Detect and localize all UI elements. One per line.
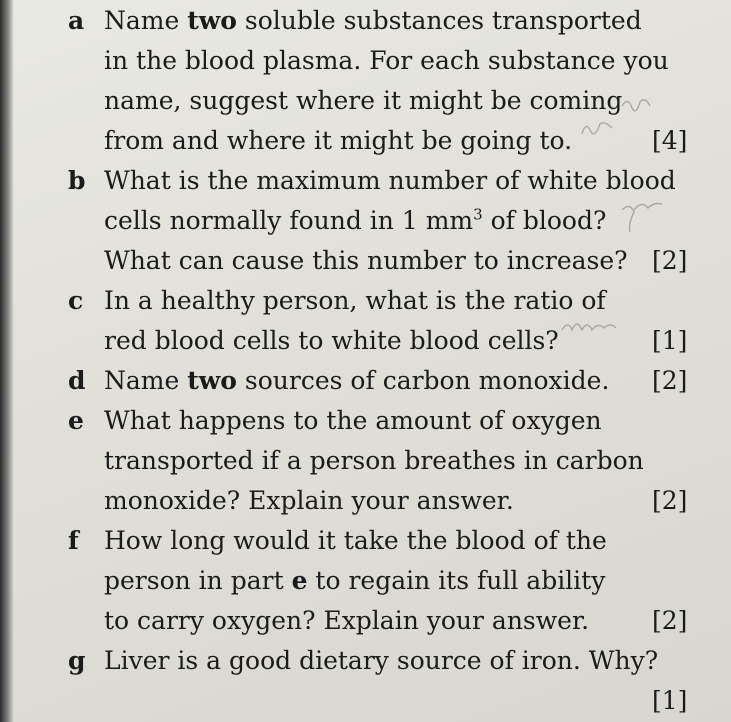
question-f-marks: [2] — [652, 606, 688, 635]
question-letter: g — [68, 646, 86, 675]
question-a-line-1: Name two soluble substances transported — [104, 6, 642, 35]
pencil-scribble — [618, 196, 668, 236]
question-c-line-2: red blood cells to white blood cells? — [104, 326, 559, 355]
question-b-line-3: What can cause this number to increase? — [104, 246, 628, 275]
pencil-scribble — [560, 312, 620, 338]
pencil-scribble — [620, 92, 660, 116]
question-f-line-3: to carry oxygen? Explain your answer. — [104, 606, 590, 635]
question-c-line-1: In a healthy person, what is the ratio of — [104, 286, 606, 315]
question-letter: b — [68, 166, 86, 195]
question-a-line-3: name, suggest where it might be coming — [104, 86, 623, 115]
question-letter: f — [68, 526, 79, 555]
question-letter: c — [68, 286, 84, 315]
question-e-marks: [2] — [652, 486, 688, 515]
question-e-line-2: transported if a person breathes in carbon — [104, 446, 644, 475]
question-b-marks: [2] — [652, 246, 688, 275]
page-edge-shadow — [0, 0, 14, 722]
question-e-line-3: monoxide? Explain your answer. — [104, 486, 514, 515]
question-f-line-1: How long would it take the blood of the — [104, 526, 607, 555]
pencil-scribble — [580, 118, 616, 140]
question-letter: a — [68, 6, 85, 35]
question-a-line-2: in the blood plasma. For each substance you — [104, 46, 669, 75]
question-d-marks: [2] — [652, 366, 688, 395]
question-b-line-2: cells normally found in 1 $mm^3$ of blood? — [104, 205, 607, 235]
question-a-line-4: from and where it might be going to. — [104, 126, 573, 155]
question-d-line-1: Name two sources of carbon monoxide. — [104, 366, 610, 395]
question-c-marks: [1] — [652, 326, 688, 355]
question-letter: d — [68, 366, 86, 395]
question-e-line-1: What happens to the amount of oxygen — [104, 406, 602, 435]
question-letter: e — [68, 406, 84, 435]
question-f-line-2: person in part e to regain its full ability — [104, 566, 606, 595]
question-g-line-1: Liver is a good dietary source of iron. Why? — [104, 646, 659, 675]
question-a-marks: [4] — [652, 126, 688, 155]
question-g-marks: [1] — [652, 686, 688, 715]
question-b-line-1: What is the maximum number of white blood — [104, 166, 676, 195]
